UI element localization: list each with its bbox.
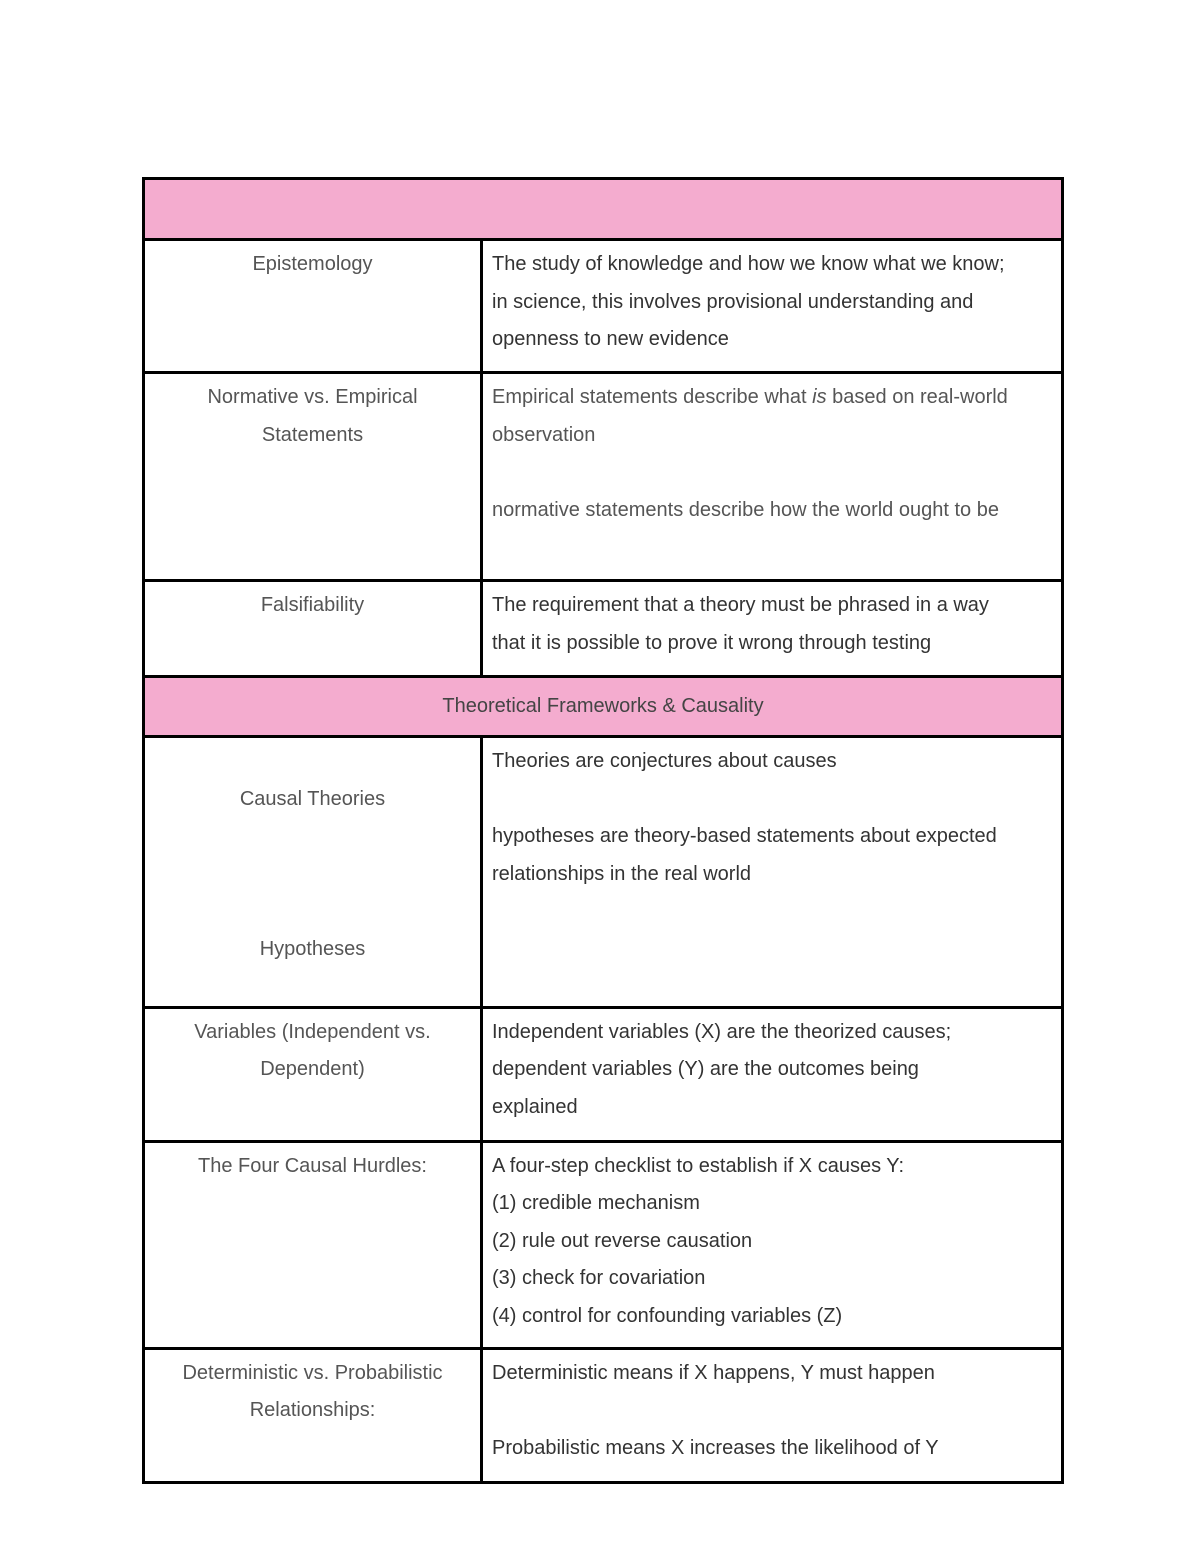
definition-line: explained <box>492 1095 578 1118</box>
definition-line: Deterministic means if X happens, Y must happen <box>492 1361 935 1384</box>
definition-line: The study of knowledge and how we know what we know; <box>492 253 1005 275</box>
term-line <box>159 856 466 894</box>
definition-line: relationships in the real world <box>492 862 752 885</box>
definition-text <box>483 241 1061 359</box>
definition-line <box>492 454 1053 492</box>
term-cell <box>144 240 482 373</box>
definition-line: Theories are conjectures about causes <box>492 750 837 772</box>
table-row-epistemology <box>144 240 1063 373</box>
term-cell <box>144 737 482 1008</box>
definition-line: Probabilistic means X increases the likelihood of Y <box>492 1436 939 1459</box>
definition-emphasis: is <box>812 386 827 408</box>
definition-line: normative statements describe how the world ought to be <box>492 498 999 521</box>
table-row-four-causal-hurdles <box>144 1141 1063 1348</box>
definition-cell <box>482 1141 1063 1348</box>
term-cell <box>144 1007 482 1141</box>
term-label: The Four Causal Hurdles: <box>198 1154 427 1177</box>
definition-line: The requirement that a theory must be phrased in a way <box>492 594 989 616</box>
term-label: Epistemology <box>252 253 373 275</box>
section-header-title: Theoretical Frameworks & Causality <box>144 677 1063 737</box>
definition-line <box>492 781 1053 819</box>
definition-line: (2) rule out reverse causation <box>492 1229 753 1252</box>
definition-cell <box>482 1007 1063 1141</box>
definition-text <box>483 1143 1061 1336</box>
table-row-falsifiability <box>144 581 1063 677</box>
definition-cell <box>482 581 1063 677</box>
term-line: Causal Theories <box>239 787 386 810</box>
definition-text <box>483 374 1061 529</box>
definition-line: (3) check for covariation <box>492 1267 706 1289</box>
definition-text <box>483 1350 1061 1468</box>
term-cell <box>144 1141 482 1348</box>
table-row-deterministic-probabilistic <box>144 1348 1063 1482</box>
definition-fragment: based on real-world <box>826 386 1008 408</box>
definition-text <box>483 738 1061 893</box>
definition-line: in science, this involves provisional understanding and <box>492 290 974 313</box>
definition-cell <box>482 240 1063 373</box>
definition-text <box>483 1009 1061 1127</box>
definition-line: openness to new evidence <box>492 328 729 350</box>
term-label: Variables (Independent vs. Dependent) <box>194 1020 431 1080</box>
definition-line: observation <box>492 423 596 446</box>
section-header-title <box>144 179 1063 240</box>
term-label: Falsifiability <box>260 594 365 616</box>
glossary-table <box>142 177 1064 1484</box>
definition-cell <box>482 737 1063 1008</box>
table-row-causal-theories <box>144 737 1063 1008</box>
section-header-1 <box>144 179 1063 240</box>
definition-line: (4) control for confounding variables (Z) <box>492 1304 843 1327</box>
section-header-2 <box>144 677 1063 737</box>
term-line: Hypotheses <box>259 937 366 960</box>
definition-line: (1) credible mechanism <box>492 1192 700 1214</box>
definition-line <box>492 1392 1053 1430</box>
definition-line: hypotheses are theory-based statements about expected <box>492 825 997 847</box>
definition-line: dependent variables (Y) are the outcomes being <box>492 1058 919 1080</box>
definition-line: A four-step checklist to establish if X causes Y: <box>492 1154 905 1177</box>
table-row-normative-empirical <box>144 373 1063 581</box>
definition-fragment: Empirical statements describe what <box>492 386 813 408</box>
definition-cell <box>482 1348 1063 1482</box>
definition-cell <box>482 373 1063 581</box>
definition-line: that it is possible to prove it wrong through testing <box>492 631 932 654</box>
term-label: Deterministic vs. Probabilistic Relationships: <box>182 1361 443 1421</box>
term-cell <box>144 1348 482 1482</box>
term-label <box>145 738 480 1006</box>
definition-line: Independent variables (X) are the theorized causes; <box>492 1020 952 1043</box>
term-cell <box>144 581 482 677</box>
definition-line <box>492 379 1053 417</box>
term-cell <box>144 373 482 581</box>
table-row-variables <box>144 1007 1063 1141</box>
term-label: Normative vs. Empirical Statements <box>207 386 418 446</box>
definition-text <box>483 582 1061 662</box>
